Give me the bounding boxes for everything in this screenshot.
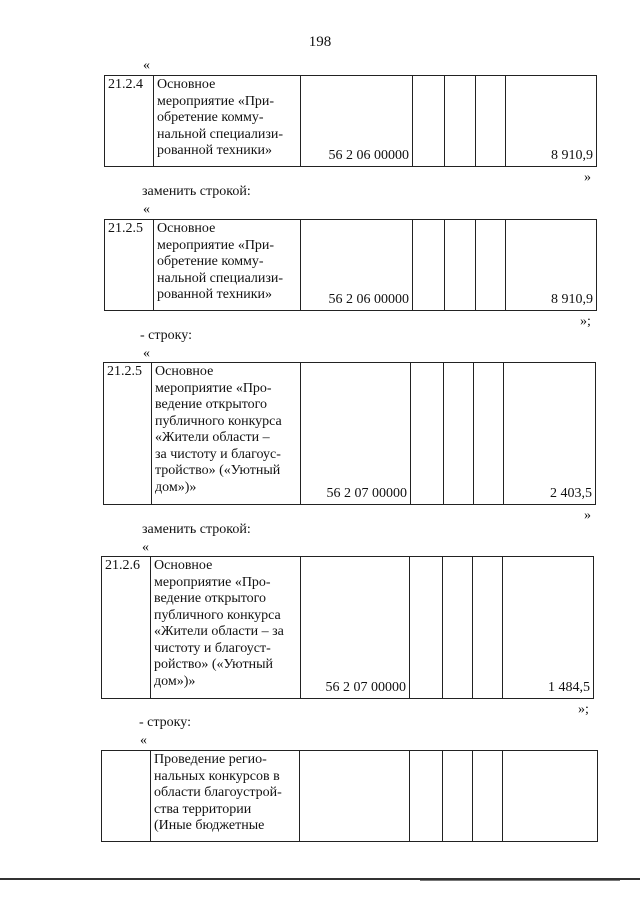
amount: 1 484,5	[503, 557, 594, 699]
open-quote: «	[143, 58, 150, 73]
row-name	[154, 220, 301, 311]
target-article-code: 56 2 07 00000	[301, 557, 410, 699]
empty-cell	[445, 220, 476, 311]
open-quote: «	[142, 540, 149, 555]
name-line: публичного конкурса	[154, 607, 281, 623]
open-quote: «	[143, 346, 150, 361]
instruction-text: - строку:	[139, 715, 191, 730]
row-name	[151, 557, 301, 699]
name-line: нальной специализи-	[157, 126, 284, 142]
empty-cell	[410, 557, 443, 699]
open-quote: «	[140, 733, 147, 748]
budget-table-row	[104, 219, 597, 311]
name-line: мероприятие «При-	[157, 93, 275, 109]
empty-cell	[413, 76, 445, 167]
amount: 2 403,5	[504, 363, 596, 505]
name-line: тройство» («Уютный	[155, 463, 281, 478]
name-line: публичного конкурса	[155, 413, 282, 429]
instruction-text: заменить строкой:	[142, 184, 251, 199]
empty-cell	[410, 751, 443, 842]
empty-cell	[476, 76, 506, 167]
name-line: «Жители области –	[155, 430, 270, 445]
name-line: Основное	[157, 77, 216, 92]
name-line: нальных конкурсов в	[154, 768, 280, 784]
name-line: мероприятие «При-	[157, 237, 275, 253]
name-line: ства территории	[154, 801, 252, 817]
budget-table-row	[103, 362, 596, 505]
name-line: обретение комму-	[157, 110, 264, 125]
name-line: Основное	[157, 221, 216, 236]
row-code: 21.2.4	[105, 76, 154, 167]
budget-table-row	[104, 75, 597, 167]
empty-cell	[445, 76, 476, 167]
target-article-code: 56 2 06 00000	[301, 220, 413, 311]
close-quote: »;	[580, 314, 591, 329]
name-line: ведение открытого	[154, 591, 267, 606]
scan-edge-line	[420, 880, 620, 881]
name-line: рованной техники»	[157, 287, 273, 302]
name-line: Основное	[154, 558, 213, 573]
name-line: мероприятие «Про-	[155, 380, 272, 396]
row-name	[152, 363, 301, 505]
name-line: дом»)»	[155, 479, 197, 495]
empty-cell	[411, 363, 444, 505]
row-name	[151, 751, 300, 842]
empty-cell	[476, 220, 506, 311]
target-article-code: 56 2 07 00000	[301, 363, 411, 505]
open-quote: «	[143, 202, 150, 217]
name-line: обретение комму-	[157, 254, 264, 269]
name-line: ведение открытого	[155, 397, 268, 412]
empty-cell	[473, 557, 503, 699]
amount: 8 910,9	[506, 76, 597, 167]
empty-cell	[413, 220, 445, 311]
name-line: рованной техники»	[157, 143, 273, 158]
empty-cell	[443, 557, 473, 699]
name-line: области благоустрой-	[154, 785, 282, 800]
row-code: 21.2.5	[104, 363, 152, 505]
empty-cell	[474, 363, 504, 505]
target-article-code	[300, 751, 410, 842]
name-line: (Иные бюджетные	[154, 818, 265, 833]
close-quote: »;	[578, 702, 589, 717]
row-code: 21.2.6	[102, 557, 151, 699]
close-quote: »	[584, 508, 591, 523]
close-quote: »	[584, 170, 591, 185]
instruction-text: - строку:	[140, 328, 192, 343]
budget-table-row	[101, 750, 598, 842]
budget-table-row	[101, 556, 594, 699]
name-line: чистоту и благоуст-	[154, 640, 271, 656]
empty-cell	[443, 751, 473, 842]
row-name	[154, 76, 301, 167]
name-line: мероприятие «Про-	[154, 574, 271, 590]
amount	[503, 751, 598, 842]
target-article-code: 56 2 06 00000	[301, 76, 413, 167]
name-line: ройство» («Уютный	[154, 657, 273, 672]
instruction-text: заменить строкой:	[142, 522, 251, 537]
name-line: нальной специализи-	[157, 270, 284, 286]
page-number: 198	[308, 34, 332, 50]
name-line: «Жители области – за	[154, 624, 284, 639]
name-line: дом»)»	[154, 673, 196, 689]
name-line: Проведение регио-	[154, 752, 267, 767]
name-line: Основное	[155, 364, 214, 379]
empty-cell	[473, 751, 503, 842]
name-line: за чистоту и благоус-	[155, 446, 281, 462]
empty-cell	[444, 363, 474, 505]
amount: 8 910,9	[506, 220, 597, 311]
row-code	[102, 751, 151, 842]
row-code: 21.2.5	[105, 220, 154, 311]
